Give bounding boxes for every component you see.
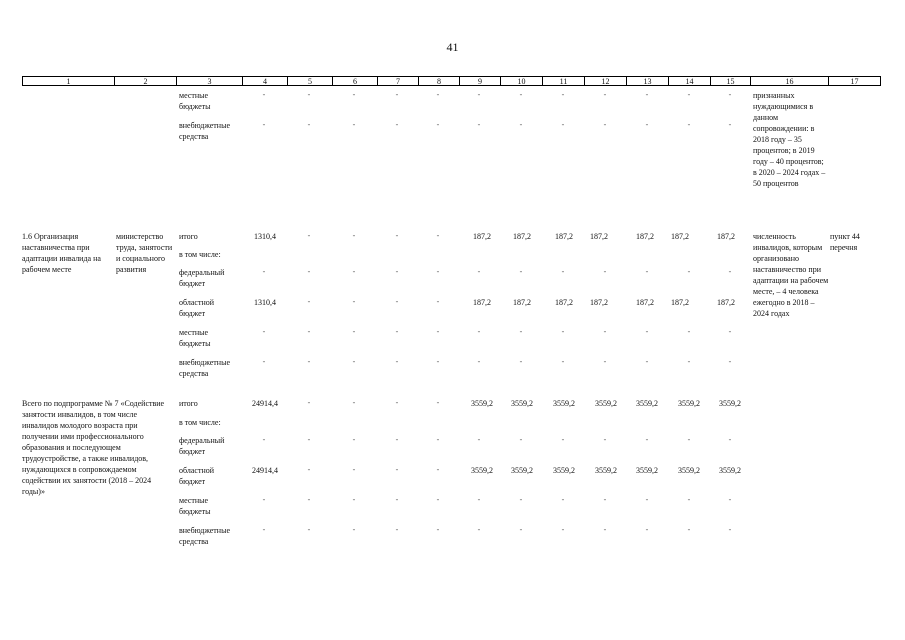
empty-cell-dash: - (645, 120, 649, 129)
empty-cell-dash: - (395, 267, 399, 276)
empty-cell-dash: - (561, 267, 565, 276)
executor-name: министерство труда, занятости и социального развития (116, 232, 173, 274)
cell-value: 3559,2 (595, 466, 617, 475)
empty-cell-dash: - (436, 297, 440, 306)
empty-cell-dash: - (519, 267, 523, 276)
cell-value: 3559,2 (511, 399, 533, 408)
empty-cell-dash: - (352, 327, 356, 336)
empty-cell-dash: - (645, 90, 649, 99)
cell-value: 187,2 (590, 232, 608, 241)
empty-cell-dash: - (728, 120, 732, 129)
empty-cell-dash: - (436, 525, 440, 534)
cell-value: 3559,2 (553, 399, 575, 408)
empty-cell-dash: - (352, 120, 356, 129)
column-number: 10 (500, 76, 542, 86)
row-label-total: итого (179, 399, 198, 408)
empty-cell-dash: - (561, 357, 565, 366)
empty-cell-dash: - (728, 90, 732, 99)
empty-cell-dash: - (519, 327, 523, 336)
empty-cell-dash: - (603, 357, 607, 366)
cell-value: 187,2 (555, 232, 573, 241)
row-label-total: итого (179, 232, 198, 241)
empty-cell-dash: - (352, 231, 356, 240)
cell-value: 187,2 (717, 232, 735, 241)
empty-cell-dash: - (687, 525, 691, 534)
empty-cell-dash: - (645, 495, 649, 504)
empty-cell-dash: - (561, 327, 565, 336)
cell-value: 187,2 (671, 232, 689, 241)
cell-value: 3559,2 (553, 466, 575, 475)
empty-cell-dash: - (262, 90, 266, 99)
empty-cell-dash: - (561, 435, 565, 444)
row-label-offbudget: внебюджетные средства (179, 358, 230, 378)
empty-cell-dash: - (262, 525, 266, 534)
empty-cell-dash: - (477, 495, 481, 504)
subprogram-name: Всего по подпрограмме № 7 «Содействие занятости инвалидов, в том числе инвалидов молодого возраста при получении ими профессионального образования и последующем трудоустройстве, а также инвалидов, нуждающихся в сопровождаемом содействии их занятости (2018 – 2024 годы)» (22, 399, 165, 496)
empty-cell-dash: - (395, 120, 399, 129)
empty-cell-dash: - (728, 525, 732, 534)
column-number: 4 (242, 76, 287, 86)
empty-cell-dash: - (436, 90, 440, 99)
activity-name: 1.6 Организация наставничества при адаптации инвалида на рабочем месте (22, 232, 101, 274)
empty-cell-dash: - (352, 297, 356, 306)
empty-cell-dash: - (352, 465, 356, 474)
row-label-federal: федеральный бюджет (179, 268, 225, 288)
empty-cell-dash: - (307, 297, 311, 306)
empty-cell-dash: - (352, 90, 356, 99)
empty-cell-dash: - (436, 231, 440, 240)
column-number: 7 (377, 76, 418, 86)
empty-cell-dash: - (307, 398, 311, 407)
empty-cell-dash: - (395, 297, 399, 306)
empty-cell-dash: - (477, 120, 481, 129)
empty-cell-dash: - (395, 525, 399, 534)
row-label-offbudget: внебюджетные средства (179, 121, 230, 141)
cell-value: 187,2 (513, 232, 531, 241)
empty-cell-dash: - (436, 327, 440, 336)
row-label-regional: областной бюджет (179, 466, 215, 486)
empty-cell-dash: - (519, 435, 523, 444)
empty-cell-dash: - (687, 120, 691, 129)
cell-value: 24914,4 (252, 466, 278, 475)
column-number: 6 (332, 76, 377, 86)
empty-cell-dash: - (603, 327, 607, 336)
cell-value: 3559,2 (636, 399, 658, 408)
reference-text: пункт 44 перечня (830, 232, 860, 252)
row-label-regional: областной бюджет (179, 298, 215, 318)
cell-value: 187,2 (513, 298, 531, 307)
column-number: 14 (668, 76, 710, 86)
cell-value: 187,2 (555, 298, 573, 307)
cell-value: 187,2 (473, 298, 491, 307)
empty-cell-dash: - (519, 525, 523, 534)
empty-cell-dash: - (519, 357, 523, 366)
empty-cell-dash: - (395, 435, 399, 444)
column-number: 12 (584, 76, 626, 86)
column-number: 13 (626, 76, 668, 86)
empty-cell-dash: - (395, 357, 399, 366)
empty-cell-dash: - (395, 231, 399, 240)
empty-cell-dash: - (352, 495, 356, 504)
cell-value: 3559,2 (678, 399, 700, 408)
empty-cell-dash: - (395, 327, 399, 336)
column-number: 9 (459, 76, 500, 86)
empty-cell-dash: - (561, 120, 565, 129)
column-number: 3 (176, 76, 242, 86)
empty-cell-dash: - (436, 495, 440, 504)
empty-cell-dash: - (603, 525, 607, 534)
empty-cell-dash: - (603, 120, 607, 129)
empty-cell-dash: - (477, 327, 481, 336)
empty-cell-dash: - (395, 465, 399, 474)
cell-value: 3559,2 (636, 466, 658, 475)
empty-cell-dash: - (645, 327, 649, 336)
empty-cell-dash: - (645, 435, 649, 444)
cell-value: 187,2 (636, 298, 654, 307)
page-number: 41 (446, 40, 459, 54)
cell-value: 3559,2 (719, 399, 741, 408)
column-number: 16 (750, 76, 828, 86)
empty-cell-dash: - (687, 495, 691, 504)
row-label-including: в том числе: (179, 418, 221, 427)
row-label-federal: федеральный бюджет (179, 436, 225, 456)
empty-cell-dash: - (307, 327, 311, 336)
empty-cell-dash: - (687, 327, 691, 336)
column-number: 15 (710, 76, 750, 86)
empty-cell-dash: - (436, 435, 440, 444)
cell-value: 187,2 (636, 232, 654, 241)
empty-cell-dash: - (395, 398, 399, 407)
row-label-offbudget: внебюджетные средства (179, 526, 230, 546)
cell-value: 187,2 (671, 298, 689, 307)
empty-cell-dash: - (728, 495, 732, 504)
empty-cell-dash: - (728, 267, 732, 276)
row-label-including: в том числе: (179, 250, 221, 259)
column-number: 8 (418, 76, 459, 86)
empty-cell-dash: - (307, 495, 311, 504)
empty-cell-dash: - (262, 435, 266, 444)
empty-cell-dash: - (262, 267, 266, 276)
empty-cell-dash: - (477, 525, 481, 534)
cell-value: 3559,2 (511, 466, 533, 475)
empty-cell-dash: - (352, 525, 356, 534)
empty-cell-dash: - (519, 120, 523, 129)
empty-cell-dash: - (519, 495, 523, 504)
empty-cell-dash: - (603, 267, 607, 276)
empty-cell-dash: - (436, 465, 440, 474)
cell-value: 3559,2 (595, 399, 617, 408)
empty-cell-dash: - (687, 267, 691, 276)
cell-value: 1310,4 (254, 298, 276, 307)
empty-cell-dash: - (352, 267, 356, 276)
column-number: 17 (828, 76, 881, 86)
empty-cell-dash: - (687, 357, 691, 366)
column-number: 1 (22, 76, 114, 86)
empty-cell-dash: - (262, 357, 266, 366)
cell-value: 3559,2 (471, 466, 493, 475)
empty-cell-dash: - (436, 357, 440, 366)
empty-cell-dash: - (645, 267, 649, 276)
column-number: 5 (287, 76, 332, 86)
empty-cell-dash: - (603, 90, 607, 99)
indicator-text: численность инвалидов, которым организовано наставничество при адаптации на рабочем месте, – 4 человека ежегодно в 2018 – 2024 годах (753, 232, 829, 318)
cell-value: 3559,2 (471, 399, 493, 408)
empty-cell-dash: - (477, 90, 481, 99)
empty-cell-dash: - (477, 357, 481, 366)
empty-cell-dash: - (262, 495, 266, 504)
empty-cell-dash: - (603, 435, 607, 444)
empty-cell-dash: - (307, 525, 311, 534)
column-number: 11 (542, 76, 584, 86)
empty-cell-dash: - (395, 495, 399, 504)
cell-value: 1310,4 (254, 232, 276, 241)
empty-cell-dash: - (436, 398, 440, 407)
cell-value: 187,2 (473, 232, 491, 241)
column-number: 2 (114, 76, 176, 86)
empty-cell-dash: - (561, 495, 565, 504)
empty-cell-dash: - (307, 231, 311, 240)
empty-cell-dash: - (436, 267, 440, 276)
empty-cell-dash: - (352, 435, 356, 444)
empty-cell-dash: - (477, 267, 481, 276)
cell-value: 3559,2 (678, 466, 700, 475)
empty-cell-dash: - (728, 435, 732, 444)
empty-cell-dash: - (307, 267, 311, 276)
cell-value: 3559,2 (719, 466, 741, 475)
empty-cell-dash: - (645, 357, 649, 366)
cell-value: 187,2 (717, 298, 735, 307)
empty-cell-dash: - (395, 90, 399, 99)
empty-cell-dash: - (307, 357, 311, 366)
row-label-local: местные бюджеты (179, 496, 211, 516)
empty-cell-dash: - (307, 90, 311, 99)
empty-cell-dash: - (728, 357, 732, 366)
empty-cell-dash: - (561, 525, 565, 534)
empty-cell-dash: - (307, 465, 311, 474)
empty-cell-dash: - (262, 120, 266, 129)
empty-cell-dash: - (352, 357, 356, 366)
empty-cell-dash: - (436, 120, 440, 129)
empty-cell-dash: - (477, 435, 481, 444)
empty-cell-dash: - (603, 495, 607, 504)
empty-cell-dash: - (687, 90, 691, 99)
empty-cell-dash: - (262, 327, 266, 336)
empty-cell-dash: - (645, 525, 649, 534)
empty-cell-dash: - (519, 90, 523, 99)
empty-cell-dash: - (687, 435, 691, 444)
row-label-local: местные бюджеты (179, 328, 211, 348)
indicator-text: признанных нуждающимися в данном сопровождении: в 2018 году – 35 процентов; в 2019 году – 40 процентов; в 2020 – 2024 годах – 50 процентов (753, 91, 826, 188)
empty-cell-dash: - (307, 120, 311, 129)
empty-cell-dash: - (728, 327, 732, 336)
cell-value: 24914,4 (252, 399, 278, 408)
row-label-local-budget: местные бюджеты (179, 91, 211, 111)
cell-value: 187,2 (590, 298, 608, 307)
empty-cell-dash: - (352, 398, 356, 407)
empty-cell-dash: - (307, 435, 311, 444)
empty-cell-dash: - (561, 90, 565, 99)
